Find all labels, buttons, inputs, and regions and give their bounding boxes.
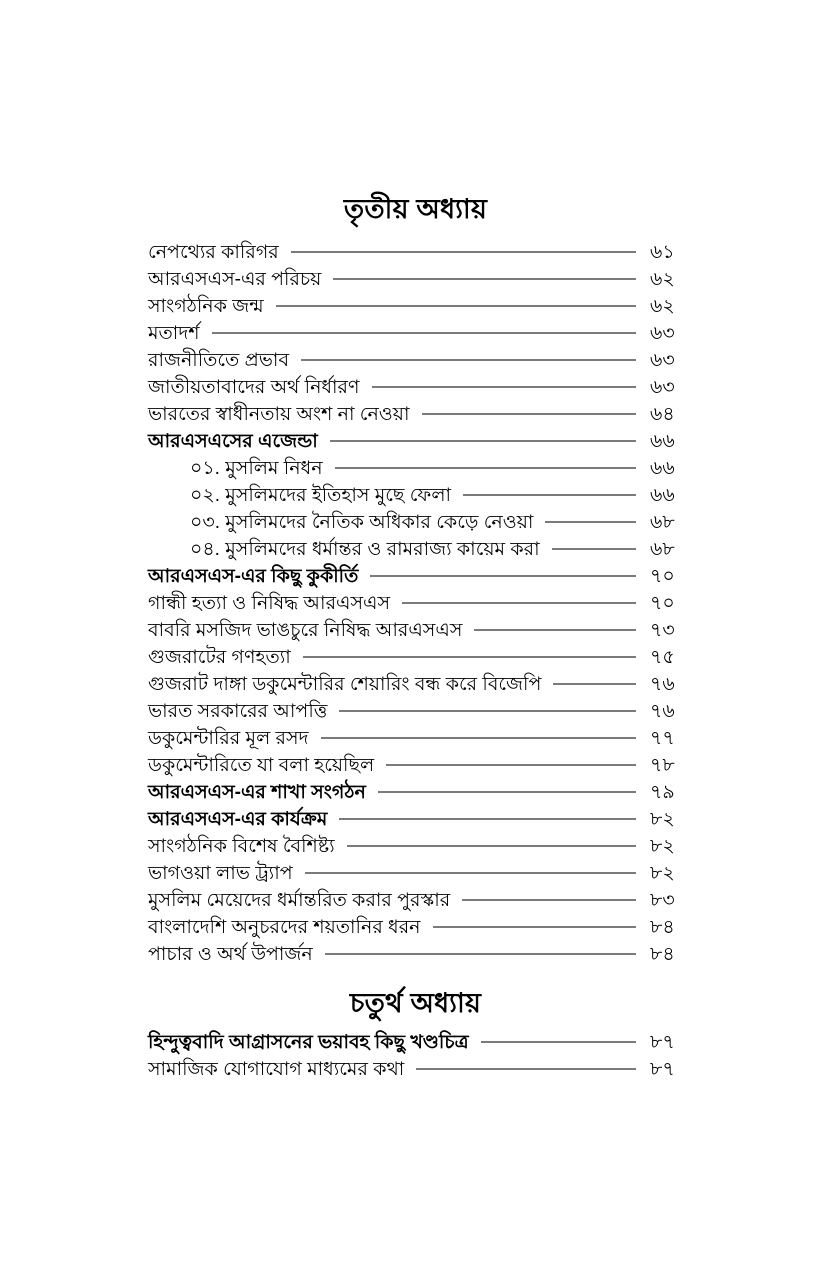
toc-entry <box>148 644 683 671</box>
leader-line <box>378 791 636 793</box>
toc-entry-page: ৬২ <box>650 296 675 317</box>
toc-entry <box>148 320 683 347</box>
toc-entry <box>148 509 683 536</box>
leader-line <box>463 494 636 496</box>
toc-entry-page: ৬৬ <box>650 431 675 452</box>
toc-entry <box>148 428 683 455</box>
toc-entry-label: ভারতের স্বাধীনতায় অংশ না নেওয়া <box>148 404 410 425</box>
leader-line <box>330 440 636 442</box>
leader-line <box>333 278 636 280</box>
toc-entry-page: ৭৭ <box>650 728 675 749</box>
toc-entry <box>148 698 683 725</box>
toc-entry-label: বাবরি মসজিদ ভাঙচুরে নিষিদ্ধ আরএসএস <box>148 620 463 641</box>
leader-line <box>291 251 636 253</box>
leader-line <box>553 683 636 685</box>
toc-entry-page: ৭৯ <box>650 782 675 803</box>
toc-entry-page: ৬১ <box>650 242 675 263</box>
toc-entry-page: ৮৩ <box>650 890 675 911</box>
toc-entry-label: ০১. মুসলিম নিধন <box>190 458 323 479</box>
leader-line <box>422 413 637 415</box>
chapter-heading-fourth: চতুর্থ অধ্যায় <box>349 988 482 1018</box>
toc-entry-page: ৭৩ <box>650 620 675 641</box>
toc-entry <box>148 374 683 401</box>
toc-entry-label: আরএসএস-এর পরিচয় <box>148 269 322 290</box>
toc-entry <box>148 617 683 644</box>
toc-entry <box>148 833 683 860</box>
toc-section-third <box>148 239 683 968</box>
toc-entry <box>148 671 683 698</box>
toc-entry <box>148 239 683 266</box>
toc-entry-label: বাংলাদেশি অনুচরদের শয়তানির ধরন <box>148 917 421 938</box>
toc-entry-label: নেপথ্যের কারিগর <box>148 242 279 263</box>
toc-entry-label: সাংগঠনিক বিশেষ বৈশিষ্ট্য <box>148 836 335 857</box>
leader-line <box>335 467 636 469</box>
toc-entry <box>148 752 683 779</box>
toc-entry-page: ৬৪ <box>650 404 675 425</box>
toc-entry <box>148 455 683 482</box>
leader-line <box>474 629 636 631</box>
toc-entry-label: ভাগওয়া লাভ ট্র্যাপ <box>148 863 293 884</box>
toc-entry-label: ডকুমেন্টারির মূল রসদ <box>148 728 309 749</box>
leader-line <box>433 926 637 928</box>
leader-line <box>386 764 636 766</box>
toc-entry <box>148 806 683 833</box>
leader-line <box>301 359 636 361</box>
toc-entry-label: ০৪. মুসলিমদের ধর্মান্তর ও রামরাজ্য কায়েম করা <box>190 539 540 560</box>
toc-entry <box>148 266 683 293</box>
leader-line <box>402 602 636 604</box>
toc-entry-page: ৭৬ <box>650 701 675 722</box>
toc-entry <box>148 563 683 590</box>
leader-line <box>462 899 636 901</box>
leader-line <box>416 1068 636 1070</box>
toc-entry <box>148 401 683 428</box>
leader-line <box>347 845 636 847</box>
toc-entry-page: ৮২ <box>650 863 675 884</box>
toc-entry-label: আরএসএস-এর কার্যক্রম <box>148 809 328 830</box>
toc-entry-page: ৮২ <box>650 836 675 857</box>
toc-entry-page: ৬৬ <box>650 458 675 479</box>
toc-entry-page: ৬৮ <box>650 539 675 560</box>
toc-entry <box>148 860 683 887</box>
toc-entry-label: মতাদর্শ <box>148 323 200 344</box>
leader-line <box>370 575 636 577</box>
toc-entry-page: ৭০ <box>650 593 675 614</box>
toc-entry-label: হিন্দুত্ববাদি আগ্রাসনের ভয়াবহ কিছু খণ্ডচিত্র <box>148 1032 469 1053</box>
toc-entry-label: মুসলিম মেয়েদের ধর্মান্তরিত করার পুরস্কার <box>148 890 451 911</box>
toc-entry-page: ৬২ <box>650 269 675 290</box>
toc-entry-page: ৭৮ <box>650 755 675 776</box>
toc-entry <box>148 347 683 374</box>
toc-entry-label: ভারত সরকারের আপত্তি <box>148 701 328 722</box>
toc-section-fourth <box>148 1029 683 1083</box>
toc-entry <box>148 536 683 563</box>
toc-entry <box>148 590 683 617</box>
table-of-contents <box>148 192 683 1083</box>
toc-entry-page: ৭৫ <box>650 647 675 668</box>
chapter-heading-third: তৃতীয় অধ্যায় <box>343 194 488 224</box>
leader-line <box>481 1041 636 1043</box>
toc-entry <box>148 941 683 968</box>
leader-line <box>212 332 636 334</box>
toc-entry-label: ডকুমেন্টারিতে যা বলা হয়েছিল <box>148 755 375 776</box>
toc-entry-label: ০২. মুসলিমদের ইতিহাস মুছে ফেলা <box>190 485 451 506</box>
toc-entry-page: ৬৬ <box>650 485 675 506</box>
leader-line <box>552 548 636 550</box>
toc-entry-label: আরএসএসের এজেন্ডা <box>148 431 318 452</box>
toc-entry-label: ০৩. মুসলিমদের নৈতিক অধিকার কেড়ে নেওয়া <box>190 512 534 533</box>
leader-line <box>545 521 636 523</box>
toc-entry-page: ৮৭ <box>650 1059 675 1080</box>
toc-entry-label: গুজরাট দাঙ্গা ডকুমেন্টারির শেয়ারিং বন্ধ করে বিজেপি <box>148 674 542 695</box>
leader-line <box>339 818 636 820</box>
toc-entry-page: ৬৩ <box>650 377 675 398</box>
toc-section-fourth-wrap <box>148 986 683 1083</box>
toc-entry-page: ৭০ <box>650 566 675 587</box>
toc-entry-page: ৮২ <box>650 809 675 830</box>
toc-entry-page: ৮৪ <box>650 944 675 965</box>
leader-line <box>339 710 636 712</box>
toc-entry <box>148 1029 683 1056</box>
toc-entry-label: আরএসএস-এর কিছু কুকীর্তি <box>148 566 359 587</box>
leader-line <box>325 953 636 955</box>
toc-entry-label: গান্ধী হত্যা ও নিষিদ্ধ আরএসএস <box>148 593 391 614</box>
toc-entry <box>148 725 683 752</box>
leader-line <box>321 737 636 739</box>
toc-entry-page: ৬৩ <box>650 323 675 344</box>
toc-entry-page: ৭৬ <box>650 674 675 695</box>
toc-entry-label: রাজনীতিতে প্রভাব <box>148 350 290 371</box>
leader-line <box>305 872 636 874</box>
toc-entry-page: ৬৮ <box>650 512 675 533</box>
toc-entry-label: পাচার ও অর্থ উপার্জন <box>148 944 313 965</box>
toc-entry-label: আরএসএস-এর শাখা সংগঠন <box>148 782 366 803</box>
leader-line <box>276 305 636 307</box>
toc-entry <box>148 1056 683 1083</box>
toc-entry-label: গুজরাটের গণহত্যা <box>148 647 291 668</box>
toc-entry <box>148 293 683 320</box>
toc-entry-label: সামাজিক যোগাযোগ মাধ্যমের কথা <box>148 1059 405 1080</box>
toc-entry-label: সাংগঠনিক জন্ম <box>148 296 264 317</box>
toc-entry <box>148 779 683 806</box>
toc-entry <box>148 482 683 509</box>
toc-entry-page: ৬৩ <box>650 350 675 371</box>
leader-line <box>372 386 636 388</box>
toc-entry <box>148 914 683 941</box>
toc-entry-page: ৮৪ <box>650 917 675 938</box>
leader-line <box>303 656 636 658</box>
toc-entry-label: জাতীয়তাবাদের অর্থ নির্ধারণ <box>148 377 360 398</box>
toc-entry <box>148 887 683 914</box>
toc-entry-page: ৮৭ <box>650 1032 675 1053</box>
